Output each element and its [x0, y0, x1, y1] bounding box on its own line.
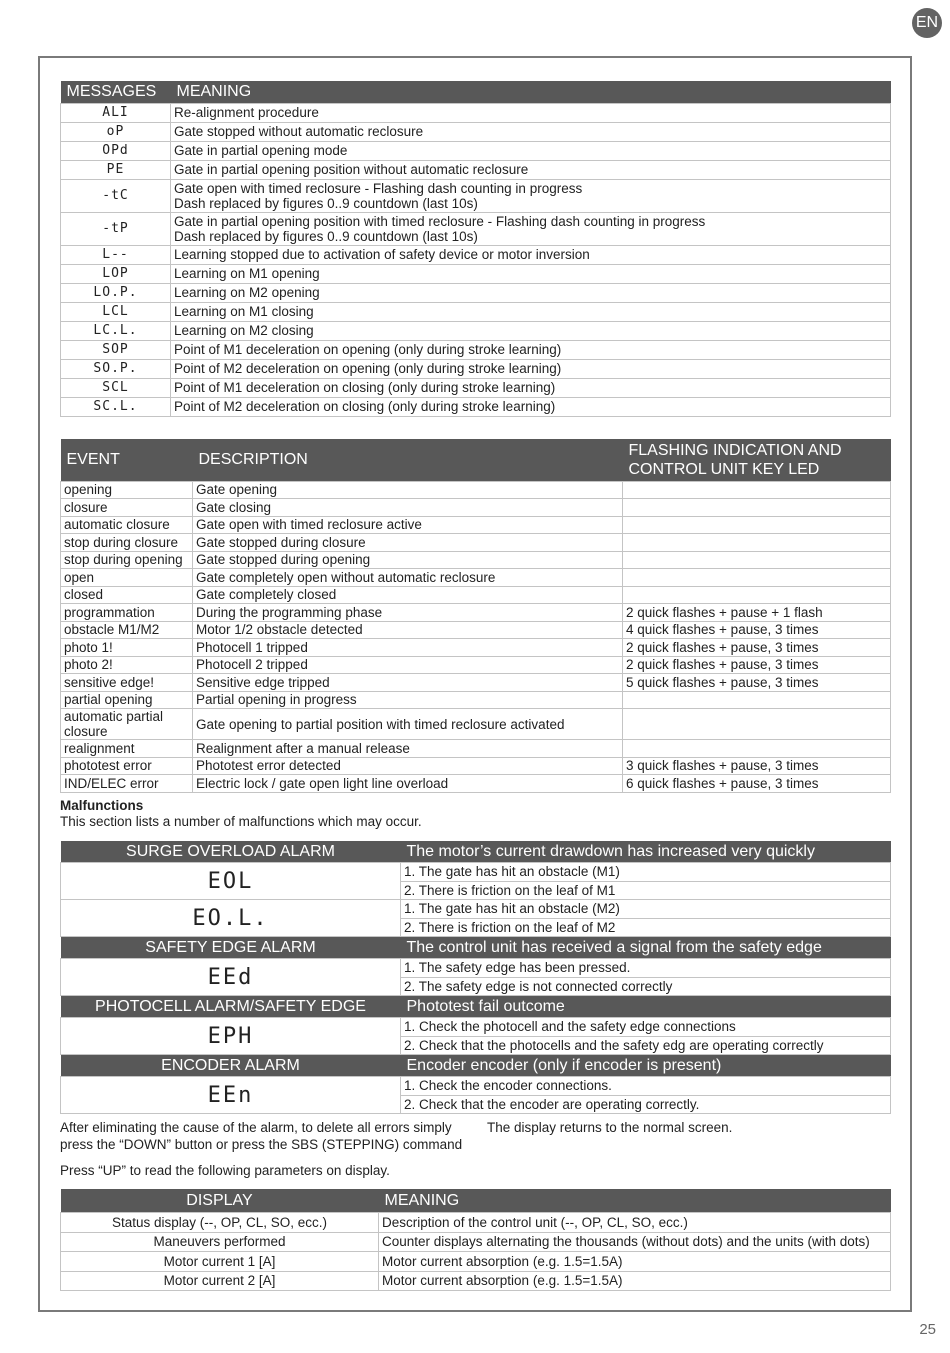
- display-row: [61, 1232, 891, 1252]
- event-flash: [623, 499, 891, 517]
- event-name-line: photo 2!: [64, 657, 113, 673]
- event-name-line: stop during closure: [64, 534, 179, 550]
- event-flash: 2 quick flashes + pause + 1 flash: [623, 604, 891, 622]
- message-row: [61, 397, 891, 416]
- events-section: [60, 439, 890, 793]
- message-meaning-line: Gate in partial opening mode: [174, 143, 348, 158]
- event-name-line: photo 1!: [64, 639, 113, 655]
- message-code: LC.L.: [61, 321, 171, 340]
- event-description: Gate completely closed: [193, 586, 623, 604]
- alarm-cause-row: [61, 1018, 891, 1037]
- events-header-event: EVENT: [61, 439, 193, 481]
- message-meaning-line: Point of M2 deceleration on closing (only during stroke learning): [174, 399, 556, 414]
- event-flash: 5 quick flashes + pause, 3 times: [623, 674, 891, 692]
- alarm-name: SAFETY EDGE ALARM: [61, 937, 401, 959]
- alarm-cause: 1. Check the photocell and the safety edge connections: [401, 1018, 891, 1037]
- alarm-name: PHOTOCELL ALARM/SAFETY EDGE: [61, 996, 401, 1018]
- event-row: [61, 656, 891, 674]
- message-code: PE: [61, 160, 171, 179]
- message-meaning-line: Gate in partial opening position without automatic reclosure: [174, 162, 529, 177]
- message-row: [61, 160, 891, 179]
- event-row: [61, 621, 891, 639]
- message-code: SC.L.: [61, 397, 171, 416]
- message-code: SCL: [61, 378, 171, 397]
- event-name-line: partial opening: [64, 692, 153, 708]
- event-row: [61, 639, 891, 657]
- event-name: [61, 757, 193, 775]
- alarm-cause: 2. Check that the encoder are operating correctly.: [401, 1095, 891, 1114]
- event-flash: 2 quick flashes + pause, 3 times: [623, 639, 891, 657]
- message-meaning-line: Learning stopped due to activation of safety device or motor inversion: [174, 247, 590, 262]
- event-description: Gate closing: [193, 499, 623, 517]
- event-description: Gate stopped during opening: [193, 551, 623, 569]
- events-header-description: DESCRIPTION: [193, 439, 623, 481]
- display-item: Motor current 2 [A]: [61, 1271, 379, 1291]
- events-table: [60, 439, 891, 793]
- message-code: LCL: [61, 302, 171, 321]
- display-section: [60, 1189, 890, 1291]
- event-row: [61, 534, 891, 552]
- event-row: [61, 691, 891, 709]
- event-name-line: open: [64, 569, 95, 585]
- event-name: [61, 551, 193, 569]
- page-number: 25: [919, 1321, 936, 1338]
- message-meaning-line: Learning on M1 opening: [174, 266, 320, 281]
- event-description: Phototest error detected: [193, 757, 623, 775]
- message-code: oP: [61, 122, 171, 141]
- alarm-cause: 1. The safety edge has been pressed.: [401, 959, 891, 978]
- message-row: [61, 359, 891, 378]
- messages-header-code: MESSAGES: [61, 81, 171, 103]
- alarm-code: EEd: [61, 959, 401, 996]
- malfunctions-title: Malfunctions: [60, 798, 144, 813]
- event-name-line: phototest error: [64, 758, 152, 774]
- event-name-line: closure: [64, 499, 108, 515]
- alarm-name: ENCODER ALARM: [61, 1055, 401, 1077]
- event-description: Electric lock / gate open light line overload: [193, 775, 623, 793]
- event-description: Photocell 1 tripped: [193, 639, 623, 657]
- message-meaning: [171, 264, 891, 283]
- message-code: LO.P.: [61, 283, 171, 302]
- alarm-cause: 2. There is friction on the leaf of M1: [401, 881, 891, 900]
- message-row: [61, 103, 891, 122]
- event-row: [61, 516, 891, 534]
- malfunctions-intro: [60, 798, 890, 830]
- alarm-name: SURGE OVERLOAD ALARM: [61, 841, 401, 863]
- message-meaning: [171, 179, 891, 212]
- message-row: [61, 179, 891, 212]
- display-row: [61, 1252, 891, 1272]
- alarm-cause: 2. There is friction on the leaf of M2: [401, 918, 891, 937]
- message-code: -tC: [61, 179, 171, 212]
- message-meaning-line: Point of M2 deceleration on opening (only during stroke learning): [174, 361, 562, 376]
- message-row: [61, 141, 891, 160]
- message-code: OPd: [61, 141, 171, 160]
- event-flash: [623, 586, 891, 604]
- display-returns-text: The display returns to the normal screen.: [487, 1120, 733, 1135]
- alarm-code: EPH: [61, 1018, 401, 1055]
- message-code: -tP: [61, 212, 171, 245]
- event-row: [61, 551, 891, 569]
- event-name: [61, 621, 193, 639]
- alarm-cause-row: [61, 900, 891, 919]
- message-row: [61, 340, 891, 359]
- message-meaning: [171, 122, 891, 141]
- event-name-line: programmation: [64, 604, 155, 620]
- display-row: [61, 1271, 891, 1291]
- alarm-description: Encoder encoder (only if encoder is present): [401, 1055, 891, 1077]
- event-row: [61, 674, 891, 692]
- event-flash: 6 quick flashes + pause, 3 times: [623, 775, 891, 793]
- display-meaning: Counter displays alternating the thousands (without dots) and the units (with dots): [379, 1232, 891, 1252]
- event-flash: [623, 551, 891, 569]
- message-code: SO.P.: [61, 359, 171, 378]
- event-flash: 4 quick flashes + pause, 3 times: [623, 621, 891, 639]
- message-meaning: [171, 283, 891, 302]
- alarm-cause-row: [61, 1077, 891, 1096]
- message-meaning-line: Learning on M2 opening: [174, 285, 320, 300]
- event-description: Gate completely open without automatic reclosure: [193, 569, 623, 587]
- message-meaning: [171, 359, 891, 378]
- message-meaning-line: Dash replaced by figures 0..9 countdown (last 10s): [174, 228, 478, 244]
- display-row: [61, 1213, 891, 1233]
- event-flash: [623, 740, 891, 758]
- event-name: [61, 775, 193, 793]
- alarm-header-row: [61, 841, 891, 863]
- message-code: LOP: [61, 264, 171, 283]
- event-name: [61, 534, 193, 552]
- event-flash: 2 quick flashes + pause, 3 times: [623, 656, 891, 674]
- event-name-line: closure: [64, 724, 108, 739]
- display-meaning: Motor current absorption (e.g. 1.5=1.5A): [379, 1271, 891, 1291]
- alarm-code: EEn: [61, 1077, 401, 1114]
- event-name: [61, 674, 193, 692]
- message-meaning-line: Gate in partial opening position with timed reclosure - Flashing dash counting in progress: [174, 213, 706, 229]
- message-meaning: [171, 340, 891, 359]
- display-item: Motor current 1 [A]: [61, 1252, 379, 1272]
- event-name-line: IND/ELEC error: [64, 775, 159, 791]
- event-name: [61, 709, 193, 740]
- message-meaning: [171, 302, 891, 321]
- event-name: [61, 586, 193, 604]
- event-flash: 3 quick flashes + pause, 3 times: [623, 757, 891, 775]
- event-row: [61, 569, 891, 587]
- alarm-description: Phototest fail outcome: [401, 996, 891, 1018]
- event-description: Gate opening to partial position with timed reclosure activated: [193, 709, 623, 740]
- event-name-line: stop during opening: [64, 552, 183, 568]
- event-name-line: realignment: [64, 740, 135, 756]
- display-item: Maneuvers performed: [61, 1232, 379, 1252]
- event-row: [61, 586, 891, 604]
- display-meaning: Description of the control unit (--, OP, CL, SO, ecc.): [379, 1213, 891, 1233]
- event-name-line: automatic partial: [64, 709, 164, 724]
- event-name: [61, 516, 193, 534]
- malfunctions-intro-text: This section lists a number of malfunctions which may occur.: [60, 814, 422, 829]
- message-meaning: [171, 321, 891, 340]
- message-meaning: [171, 378, 891, 397]
- message-row: [61, 302, 891, 321]
- event-name: [61, 569, 193, 587]
- message-meaning: [171, 245, 891, 264]
- event-flash: [623, 534, 891, 552]
- alarm-cause: 2. The safety edge is not connected correctly: [401, 977, 891, 996]
- event-description: Gate stopped during closure: [193, 534, 623, 552]
- message-code: SOP: [61, 340, 171, 359]
- malfunctions-table: [60, 841, 891, 1114]
- alarm-cause: 1. The gate has hit an obstacle (M1): [401, 863, 891, 882]
- event-description: Gate opening: [193, 481, 623, 499]
- message-meaning: [171, 212, 891, 245]
- event-flash: [623, 569, 891, 587]
- alarm-header-row: [61, 937, 891, 959]
- event-name-line: sensitive edge!: [64, 674, 155, 690]
- event-name: [61, 740, 193, 758]
- event-name: [61, 604, 193, 622]
- event-name-line: closed: [64, 587, 104, 603]
- event-name-line: obstacle M1/M2: [64, 622, 160, 638]
- alarm-cause-row: [61, 863, 891, 882]
- event-description: During the programming phase: [193, 604, 623, 622]
- event-description: Partial opening in progress: [193, 691, 623, 709]
- event-description: Gate open with timed reclosure active: [193, 516, 623, 534]
- event-name: [61, 499, 193, 517]
- event-name: [61, 691, 193, 709]
- event-row: [61, 499, 891, 517]
- message-meaning: [171, 103, 891, 122]
- event-row: [61, 775, 891, 793]
- message-row: [61, 283, 891, 302]
- message-meaning-line: Gate open with timed reclosure - Flashing dash counting in progress: [174, 180, 583, 196]
- press-up-text: Press “UP” to read the following parameters on display.: [60, 1163, 390, 1178]
- after-alarm-line2: press the “DOWN” button or press the SBS (STEPPING) command: [60, 1137, 463, 1152]
- message-row: [61, 122, 891, 141]
- event-flash: [623, 481, 891, 499]
- message-row: [61, 212, 891, 245]
- message-meaning-line: Re-alignment procedure: [174, 105, 319, 120]
- message-meaning-line: Learning on M2 closing: [174, 323, 314, 338]
- message-code: L--: [61, 245, 171, 264]
- event-row: [61, 604, 891, 622]
- event-description: Realignment after a manual release: [193, 740, 623, 758]
- display-item: Status display (--, OP, CL, SO, ecc.): [61, 1213, 379, 1233]
- message-meaning-line: Point of M1 deceleration on closing (only during stroke learning): [174, 380, 556, 395]
- event-flash: [623, 516, 891, 534]
- alarm-cause: 1. The gate has hit an obstacle (M2): [401, 900, 891, 919]
- message-row: [61, 264, 891, 283]
- events-header-flashing-line1: FLASHING INDICATION AND: [628, 441, 842, 459]
- message-row: [61, 245, 891, 264]
- message-code: ALI: [61, 103, 171, 122]
- display-header-display: DISPLAY: [61, 1189, 379, 1213]
- messages-table: [60, 81, 891, 417]
- events-header-flashing-line2: CONTROL UNIT KEY LED: [628, 460, 820, 478]
- alarm-cause: 2. Check that the photocells and the safety edg are operating correctly: [401, 1036, 891, 1055]
- event-name-line: automatic closure: [64, 517, 170, 533]
- event-name-line: opening: [64, 482, 113, 498]
- event-name: [61, 656, 193, 674]
- message-meaning-line: Dash replaced by figures 0..9 countdown (last 10s): [174, 195, 478, 211]
- after-alarm-line1: After eliminating the cause of the alarm, to delete all errors simply: [60, 1120, 452, 1135]
- message-meaning-line: Gate stopped without automatic reclosure: [174, 124, 424, 139]
- event-description: Sensitive edge tripped: [193, 674, 623, 692]
- event-row: [61, 481, 891, 499]
- message-row: [61, 378, 891, 397]
- alarm-header-row: [61, 1055, 891, 1077]
- event-name: [61, 481, 193, 499]
- event-flash: [623, 691, 891, 709]
- event-row: [61, 740, 891, 758]
- message-meaning: [171, 397, 891, 416]
- message-meaning-line: Learning on M1 closing: [174, 304, 314, 319]
- event-description: Motor 1/2 obstacle detected: [193, 621, 623, 639]
- event-row: [61, 709, 891, 740]
- alarm-cause: 1. Check the encoder connections.: [401, 1077, 891, 1096]
- display-table: [60, 1189, 891, 1291]
- alarm-header-row: [61, 996, 891, 1018]
- display-meaning: Motor current absorption (e.g. 1.5=1.5A): [379, 1252, 891, 1272]
- alarm-code: EO.L.: [61, 900, 401, 937]
- alarm-cause-row: [61, 959, 891, 978]
- event-flash: [623, 709, 891, 740]
- malfunctions-section: [60, 841, 890, 1114]
- alarm-description: The control unit has received a signal from the safety edge: [401, 937, 891, 959]
- message-meaning: [171, 160, 891, 179]
- message-meaning: [171, 141, 891, 160]
- messages-section: [60, 81, 890, 417]
- event-row: [61, 757, 891, 775]
- message-meaning-line: Point of M1 deceleration on opening (only during stroke learning): [174, 342, 562, 357]
- event-name: [61, 639, 193, 657]
- event-description: Photocell 2 tripped: [193, 656, 623, 674]
- language-badge: EN: [912, 8, 942, 38]
- alarm-code: EOL: [61, 863, 401, 900]
- events-header-flashing: [623, 439, 891, 481]
- message-row: [61, 321, 891, 340]
- display-header-meaning: MEANING: [379, 1189, 891, 1213]
- alarm-description: The motor’s current drawdown has increased very quickly: [401, 841, 891, 863]
- messages-header-meaning: MEANING: [171, 81, 891, 103]
